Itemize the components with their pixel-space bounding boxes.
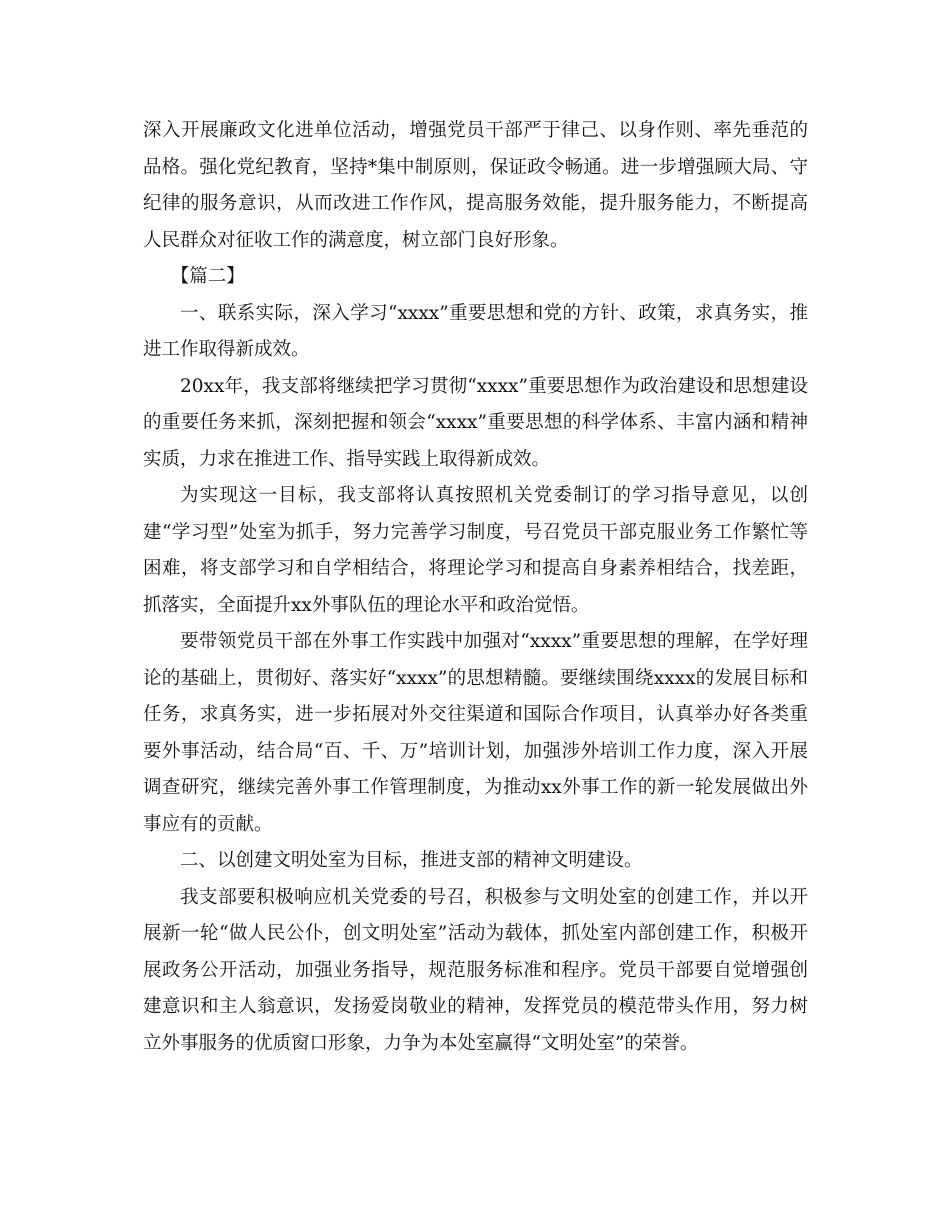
paragraph-8: 我支部要积极响应机关党委的号召，积极参与文明处室的创建工作，并以开展新一轮“做人民公仆，创文明处室”活动为载体，抓处室内部创建工作，积极开展政务公开活动，加强业务指导，规范服务标准和程序。党员干部要自觉增强创建意识和主人翁意识，发扬爱岗敬业的精神，发挥党员的模范带头作用，努力树立外事服务的优质窗口形象，力争为本处室赢得“文明处室”的荣誉。 xyxy=(143,886,808,1054)
paragraph-7: 二、以创建文明处室为目标，推进支部的精神文明建设。 xyxy=(180,850,643,871)
paragraph-5: 为实现这一目标，我支部将认真按照机关党委制订的学习指导意见，以创建“学习型”处室为抓手，努力完善学习制度，号召党员干部克服业务工作繁忙等困难，将支部学习和自学相结合，将理论学习和提高自身素养相结合，找差距，抓落实，全面提升xx外事队伍的理论水平和政治觉悟。 xyxy=(143,485,808,616)
document-body xyxy=(143,113,808,1062)
section-heading: 【篇二】 xyxy=(170,266,245,287)
paragraph-1: 深入开展廉政文化进单位活动，增强党员干部严于律己、以身作则、率先垂范的品格。强化党纪教育，坚持*集中制原则，保证政令畅通。进一步增强顾大局、守纪律的服务意识，从而改进工作作风，提高服务效能，提升服务能力，不断提高人民群众对征收工作的满意度，树立部门良好形象。 xyxy=(143,120,808,251)
paragraph-4: 20xx年，我支部将继续把学习贯彻“xxxx”重要思想作为政治建设和思想建设的重要任务来抓，深刻把握和领会“xxxx”重要思想的科学体系、丰富内涵和精神实质，力求在推进工作、指导实践上取得新成效。 xyxy=(143,375,808,470)
paragraph-6: 要带领党员干部在外事工作实践中加强对“xxxx”重要思想的理解，在学好理论的基础上，贯彻好、落实好“xxxx”的思想精髓。要继续围绕xxxx的发展目标和任务，求真务实，进一步拓展对外交往渠道和国际合作项目，认真举办好各类重要外事活动，结合局“百、千、万”培训计划，加强涉外培训工作力度，深入开展调查研究，继续完善外事工作管理制度，为推动xx外事工作的新一轮发展做出外事应有的贡献。 xyxy=(143,631,808,835)
paragraph-3: 一、联系实际，深入学习“xxxx”重要思想和党的方针、政策，求真务实，推进工作取得新成效。 xyxy=(143,302,808,360)
